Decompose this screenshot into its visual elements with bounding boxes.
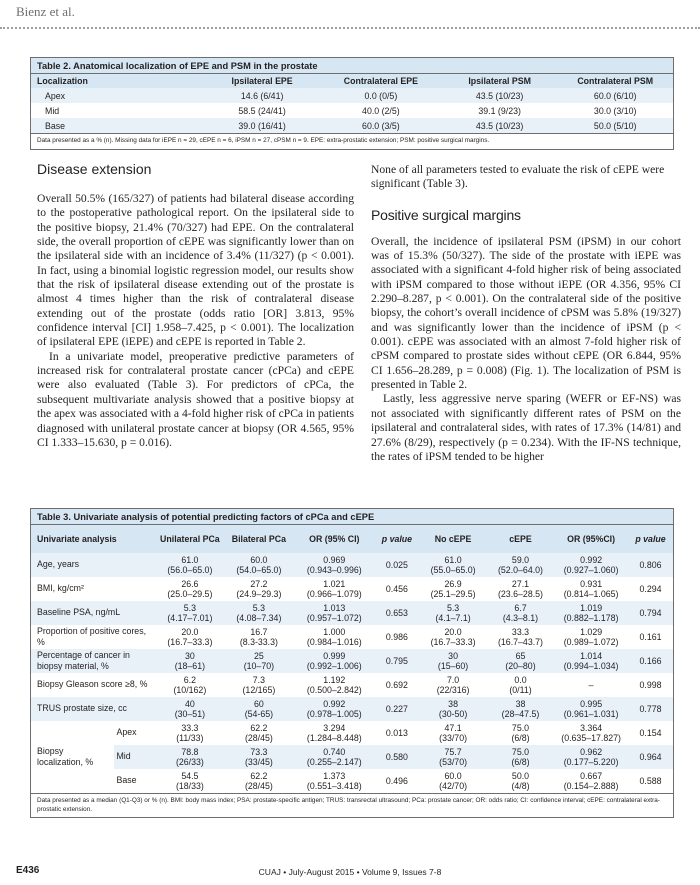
- cell-value: 27.1: [511, 578, 530, 589]
- table-cell: [294, 745, 374, 769]
- table-cell: [294, 601, 374, 625]
- cell-value: 60.0: [250, 554, 268, 565]
- table-2-grid: [31, 74, 673, 133]
- table-cell: [156, 697, 223, 721]
- table-cell: [156, 553, 223, 577]
- table-row: [31, 103, 673, 118]
- table-cell: 0.0 (0/5): [320, 88, 442, 103]
- cell-value: 1.192: [323, 674, 346, 685]
- cell-range: (0.989–1.072): [563, 637, 619, 647]
- cell-value: 0.992: [580, 554, 603, 565]
- cell-range: (12/165): [242, 685, 276, 695]
- table-3-header: Unilateral PCa: [156, 525, 223, 553]
- table-row: [31, 601, 673, 625]
- table-row: [31, 553, 673, 577]
- cell-range: (10/162): [173, 685, 207, 695]
- cell-value: 25: [253, 650, 264, 661]
- row-group-label: Biopsy localization, %: [31, 721, 114, 793]
- table-cell: [487, 553, 554, 577]
- table-2-header: Contralateral EPE: [320, 74, 442, 88]
- table-cell: [156, 673, 223, 697]
- cell-range: (10–70): [243, 661, 275, 671]
- cell-range: (18–61): [174, 661, 206, 671]
- cell-value: 5.3: [446, 602, 460, 613]
- table-cell: [419, 577, 486, 601]
- paragraph: Overall 50.5% (165/327) of patients had bilateral disease according to the postoperative pathological report. On the ipsilateral side to the positive biopsy, 21.4% (70/327) had EPE. On the contralateral side, the overall proportion of cEPE was significantly lower than on the ipsilateral side with an incidence of 3.4% (11/327) (p < 0.001). In fact, using a binomial logistic regression model, our results show that the risk of ipsilateral disease extending out of the prostate is almost 4 times higher than the risk of contralateral disease extending out of the prostate (odds ratio [OR] 3.813, 95% confidence interval [CI] 1.958–7.425, p < 0.001). The localization of ipsilateral EPE (iEPE) and cEPE is reported in Table 2.: [37, 192, 354, 349]
- table-cell: 0.013: [374, 721, 419, 745]
- table-cell: Apex: [31, 88, 204, 103]
- dotted-divider: [0, 27, 700, 29]
- table-3-title: Table 3. Univariate analysis of potential predicting factors of cPCa and cEPE: [31, 509, 673, 525]
- cell-value: 59.0: [511, 554, 530, 565]
- cell-value: 62.2: [250, 722, 268, 733]
- cell-range: (0.957–1.072): [306, 613, 362, 623]
- table-3-grid: [31, 525, 673, 793]
- table-cell: [294, 769, 374, 793]
- paragraph: In a univariate model, preoperative predictive parameters of increased risk for contralateral prostate cancer (cPCa) and cEPE were also evaluated (Table 3). For predictors of cPCa, the subsequent multivariate analysis showed that a positive biopsy at the apex was associated with a 4-fold higher risk of cPCa in patients diagnosed with unilateral prostate cancer at biopsy (OR 4.565, 95% CI 1.333–15.630, p = 0.016).: [37, 349, 354, 449]
- cell-range: (4.08–7.34): [236, 613, 282, 623]
- cell-value: 75.0: [511, 746, 530, 757]
- table-cell: [487, 577, 554, 601]
- cell-range: (4.1–7.1): [435, 613, 471, 623]
- cell-value: 0.962: [580, 746, 603, 757]
- table-cell: 30.0 (3/10): [557, 103, 673, 118]
- cell-range: (20–80): [505, 661, 536, 671]
- table-cell: 43.5 (10/23): [442, 118, 558, 133]
- table-row: [31, 118, 673, 133]
- table-cell: [554, 649, 628, 673]
- cell-value: 78.8: [181, 746, 199, 757]
- cell-value: 20.0: [444, 626, 462, 637]
- table-cell: [419, 601, 486, 625]
- cell-range: (0.927–1.060): [563, 565, 619, 575]
- table-cell: 0.806: [628, 553, 673, 577]
- cell-range: (0.994–1.034): [563, 661, 619, 671]
- table-3-header-row: [31, 525, 673, 553]
- table-cell: [224, 769, 295, 793]
- row-sublabel: Apex: [114, 721, 156, 745]
- cell-range: (0.961–1.031): [563, 709, 619, 719]
- table-3-header: No cEPE: [419, 525, 486, 553]
- cell-value: 73.3: [250, 746, 268, 757]
- table-cell: 0.025: [374, 553, 419, 577]
- table-row: [31, 649, 673, 673]
- table-cell: [487, 673, 554, 697]
- table-cell: [554, 769, 628, 793]
- row-label: Biopsy Gleason score ≥8, %: [31, 673, 156, 697]
- table-cell: Mid: [31, 103, 204, 118]
- cell-value: 27.2: [250, 578, 268, 589]
- table-cell: [554, 601, 628, 625]
- cell-value: 0.931: [580, 578, 603, 589]
- table-cell: [419, 721, 486, 745]
- table-cell: [294, 577, 374, 601]
- cell-range: (23.6–28.5): [497, 589, 543, 599]
- table-row: [31, 745, 673, 769]
- row-label: TRUS prostate size, cc: [31, 697, 156, 721]
- table-3-header: p value: [374, 525, 419, 553]
- table-cell: [487, 625, 554, 649]
- table-cell: 0.496: [374, 769, 419, 793]
- table-2-header-row: [31, 74, 673, 88]
- table-row: [31, 673, 673, 697]
- cell-range: (54-65): [244, 709, 274, 719]
- table-cell: [156, 745, 223, 769]
- left-text-column: [37, 192, 354, 450]
- table-cell: 0.227: [374, 697, 419, 721]
- table-cell: [487, 649, 554, 673]
- cell-value: 54.5: [181, 770, 199, 781]
- cell-value: 5.3: [252, 602, 265, 613]
- cell-range: (30–51): [174, 709, 206, 719]
- row-label: Age, years: [31, 553, 156, 577]
- cell-value: 1.019: [580, 602, 603, 613]
- table-cell: 60.0 (6/10): [557, 88, 673, 103]
- table-cell: [487, 745, 554, 769]
- cell-range: (16.7–33.3): [167, 637, 213, 647]
- table-cell: 0.986: [374, 625, 419, 649]
- table-3-header: Univariate analysis: [31, 525, 156, 553]
- table-cell: [419, 697, 486, 721]
- cell-value: 1.014: [580, 650, 603, 661]
- table-cell: 58.5 (24/41): [204, 103, 320, 118]
- cell-range: (0.984–1.016): [306, 637, 362, 647]
- cell-value: 62.2: [250, 770, 268, 781]
- cell-value: 38: [448, 698, 458, 709]
- cell-range: (33/45): [244, 757, 273, 767]
- cell-value: 20.0: [181, 626, 199, 637]
- table-cell: 0.166: [628, 649, 673, 673]
- cell-range: (22/316): [436, 685, 470, 695]
- table-2-header: Contralateral PSM: [557, 74, 673, 88]
- cell-range: (4.17–7.01): [167, 613, 213, 623]
- cell-range: (11/33): [176, 733, 204, 743]
- cell-value: 50.0: [511, 770, 530, 781]
- journal-footer: CUAJ • July-August 2015 • Volume 9, Issues 7-8: [258, 867, 442, 877]
- table-cell: [294, 649, 374, 673]
- paragraph: Overall, the incidence of ipsilateral PSM (iPSM) in our cohort was of 15.3% (50/327). The side of the prostate with iEPE was associated with a significant 4-fold higher risk of being associated with iPSM compared to those without iEPE (OR 4.356, 95% CI 2.290–8.287, p < 0.001). On the contralateral side of the positive biopsy, the cohort’s overall incidence of cPSM was 5.8% (19/327) and was significantly lower than the incidence of iPSM (p < 0.001). cEPE was associated with an almost 7-fold higher risk of cPSM compared to prostate sides without cEPE (OR 6.844, 95% CI 1.656–28.289, p = 0.008) (Fig. 1). The localization of PSM is presented in Table 2.: [371, 234, 681, 392]
- cell-range: (6/8): [511, 757, 530, 767]
- table-row: [31, 769, 673, 793]
- section-heading-disease-extension: Disease extension: [37, 161, 152, 177]
- cell-value: 38: [515, 698, 526, 709]
- cell-value: 0.0: [514, 674, 527, 685]
- cell-value: 30: [184, 650, 195, 661]
- table-2: [30, 57, 674, 150]
- right-text-column: [371, 163, 681, 464]
- cell-range: (26/33): [175, 757, 204, 767]
- cell-value: 6.7: [514, 602, 527, 613]
- row-label: Baseline PSA, ng/mL: [31, 601, 156, 625]
- table-row: [31, 697, 673, 721]
- cell-range: (0.943–0.996): [306, 565, 362, 575]
- cell-value: 7.0: [446, 674, 460, 685]
- table-cell: 0.692: [374, 673, 419, 697]
- cell-value: 75.0: [511, 722, 530, 733]
- cell-value: 0.995: [580, 698, 603, 709]
- table-cell: [554, 745, 628, 769]
- table-cell: [554, 553, 628, 577]
- cell-range: (15–60): [437, 661, 469, 671]
- table-2-header: Localization: [31, 74, 204, 88]
- cell-range: (8.3-33.3): [239, 637, 278, 647]
- cell-range: (52.0–64.0): [497, 565, 543, 575]
- row-label: Proportion of positive cores, %: [31, 625, 156, 649]
- table-cell: 0.161: [628, 625, 673, 649]
- table-row: [31, 721, 673, 745]
- table-cell: [156, 601, 223, 625]
- cell-range: (0.882–1.178): [563, 613, 619, 623]
- cell-range: (0.966–1.079): [306, 589, 362, 599]
- table-cell: 0.154: [628, 721, 673, 745]
- cell-value: 0.667: [580, 770, 603, 781]
- table-cell: Base: [31, 118, 204, 133]
- cell-value: 16.7: [250, 626, 268, 637]
- cell-range: (0.154–2.888): [563, 781, 619, 791]
- table-cell: [156, 721, 223, 745]
- cell-range: (53/70): [439, 757, 468, 767]
- cell-value: 1.000: [323, 626, 346, 637]
- table-cell: 14.6 (6/41): [204, 88, 320, 103]
- cell-range: (25.1–29.5): [430, 589, 476, 599]
- cell-value: 5.3: [183, 602, 196, 613]
- table-cell: [487, 697, 554, 721]
- table-3-footnote: Data presented as a median (Q1-Q3) or % (n). BMI: body mass index; PSA: prostate-specific antigen; TRUS: transrectal ultrasound; PCa: prostate cancer; OR: odds ratio; CI: confidence interval; cEPE: contralateral extra-prostatic extension.: [31, 793, 673, 817]
- table-cell: [224, 601, 295, 625]
- cell-value: 0.969: [323, 554, 346, 565]
- table-cell: [554, 697, 628, 721]
- cell-range: (0.992–1.006): [306, 661, 362, 671]
- cell-range: (28/45): [244, 781, 273, 791]
- table-cell: [419, 649, 486, 673]
- table-cell: [294, 721, 374, 745]
- cell-range: (0.177–5.220): [563, 757, 619, 767]
- cell-value: 0.740: [323, 746, 346, 757]
- row-label: Percentage of cancer in biopsy material, %: [31, 649, 156, 673]
- cell-value: 47.1: [444, 722, 462, 733]
- table-cell: [554, 625, 628, 649]
- table-cell: [224, 673, 295, 697]
- cell-range: (4/8): [511, 781, 530, 791]
- table-cell: 0.588: [628, 769, 673, 793]
- table-cell: 60.0 (3/5): [320, 118, 442, 133]
- table-cell: 0.794: [628, 601, 673, 625]
- cell-value: 40: [184, 698, 195, 709]
- table-cell: [419, 673, 486, 697]
- cell-range: (0.635–17.827): [561, 733, 621, 743]
- cell-value: 1.029: [580, 626, 603, 637]
- cell-value: 60: [253, 698, 264, 709]
- table-2-footnote: Data presented as a % (n). Missing data for iEPE n = 29, cEPE n = 6, iPSM n = 27, cPSM n = 9. EPE: extra-prostatic extension; PSM: positive surgical margins.: [31, 133, 673, 149]
- page-number: E436: [16, 865, 40, 876]
- cell-range: (0.255–2.147): [306, 757, 362, 767]
- cell-value: 65: [515, 650, 526, 661]
- cell-value: 3.294: [323, 722, 346, 733]
- table-cell: [554, 577, 628, 601]
- table-2-header: Ipsilateral PSM: [442, 74, 558, 88]
- table-3-header: Bilateral PCa: [224, 525, 295, 553]
- table-cell: [224, 553, 295, 577]
- cell-value: 3.364: [580, 722, 603, 733]
- table-cell: [224, 697, 295, 721]
- table-cell: [487, 769, 554, 793]
- cell-range: (33/70): [439, 733, 468, 743]
- table-cell: 50.0 (5/10): [557, 118, 673, 133]
- table-cell: 40.0 (2/5): [320, 103, 442, 118]
- row-sublabel: Base: [114, 769, 156, 793]
- cell-range: (55.0–65.0): [430, 565, 476, 575]
- cell-range: (24.9–29.3): [236, 589, 282, 599]
- table-cell: [224, 721, 295, 745]
- cell-range: (0.814–1.065): [563, 589, 619, 599]
- table-cell: [156, 577, 223, 601]
- cell-value: 61.0: [444, 554, 462, 565]
- cell-value: 7.3: [252, 674, 265, 685]
- table-cell: 39.1 (9/23): [442, 103, 558, 118]
- cell-value: 1.373: [323, 770, 346, 781]
- table-cell: [294, 697, 374, 721]
- running-head: Bienz et al.: [16, 4, 75, 19]
- cell-value: 61.0: [181, 554, 199, 565]
- cell-value: 26.9: [444, 578, 462, 589]
- table-row: [31, 577, 673, 601]
- cell-range: (16.7–43.7): [497, 637, 543, 647]
- paragraph: None of all parameters tested to evaluate the risk of cEPE were significant (Table 3).: [371, 163, 665, 191]
- cell-range: (28–47.5): [501, 709, 540, 719]
- cell-value: –: [588, 679, 594, 690]
- table-cell: [294, 673, 374, 697]
- table-cell: [224, 625, 295, 649]
- table-cell: [419, 769, 486, 793]
- table-cell: 0.580: [374, 745, 419, 769]
- cell-range: (0.978–1.005): [306, 709, 362, 719]
- table-cell: [554, 673, 628, 697]
- cell-range: (4.3–8.1): [502, 613, 539, 623]
- cell-value: 26.6: [181, 578, 199, 589]
- table-3-header: OR (95%CI): [554, 525, 628, 553]
- cell-range: (16.7–33.3): [430, 637, 476, 647]
- cell-range: (54.0–65.0): [236, 565, 282, 575]
- cell-value: 30: [448, 650, 458, 661]
- table-2-title: Table 2. Anatomical localization of EPE and PSM in the prostate: [31, 58, 673, 74]
- table-cell: [156, 625, 223, 649]
- paragraph: Lastly, less aggressive nerve sparing (WEFR or EF-NS) was not associated with significantly different rates of PSM on the ipsilateral and contralateral sides, with rates of 17.3% (14/81) and 27.6% (8/29), respectively (p = 0.234). With the IF-NS technique, the rates of iPSM tended to be higher: [371, 392, 681, 463]
- table-cell: 0.294: [628, 577, 673, 601]
- cell-value: 0.999: [323, 650, 346, 661]
- table-cell: [487, 721, 554, 745]
- cell-range: (1.284–8.448): [306, 733, 362, 743]
- cell-range: (42/70): [439, 781, 468, 791]
- table-cell: 0.653: [374, 601, 419, 625]
- cell-value: 1.013: [323, 602, 346, 613]
- table-cell: [294, 553, 374, 577]
- table-3-header: OR (95% CI): [294, 525, 374, 553]
- table-row: [31, 88, 673, 103]
- table-cell: 0.778: [628, 697, 673, 721]
- table-row: [31, 625, 673, 649]
- table-cell: 0.964: [628, 745, 673, 769]
- row-label: BMI, kg/cm²: [31, 577, 156, 601]
- cell-range: (18/33): [175, 781, 204, 791]
- table-cell: [224, 649, 295, 673]
- table-cell: [224, 745, 295, 769]
- table-cell: [554, 721, 628, 745]
- table-cell: [419, 745, 486, 769]
- table-cell: [419, 625, 486, 649]
- cell-value: 0.992: [323, 698, 346, 709]
- cell-range: (30-50): [438, 709, 468, 719]
- table-cell: [156, 769, 223, 793]
- table-cell: 0.998: [628, 673, 673, 697]
- table-cell: [419, 553, 486, 577]
- section-heading-positive-surgical-margins: Positive surgical margins: [371, 206, 521, 223]
- cell-range: (25.0–29.5): [167, 589, 213, 599]
- cell-value: 33.3: [511, 626, 530, 637]
- table-cell: 43.5 (10/23): [442, 88, 558, 103]
- cell-range: (0.551–3.418): [306, 781, 362, 791]
- cell-range: (6/8): [511, 733, 530, 743]
- table-cell: [224, 577, 295, 601]
- cell-value: 33.3: [181, 722, 199, 733]
- cell-range: (0.500–2.842): [306, 685, 362, 695]
- table-cell: [487, 601, 554, 625]
- table-cell: 0.456: [374, 577, 419, 601]
- table-3-header: cEPE: [487, 525, 554, 553]
- cell-range: (28/45): [244, 733, 273, 743]
- cell-range: (56.0–65.0): [167, 565, 213, 575]
- row-sublabel: Mid: [114, 745, 156, 769]
- cell-value: 6.2: [183, 674, 196, 685]
- cell-value: 75.7: [444, 746, 462, 757]
- table-cell: [294, 625, 374, 649]
- cell-range: (0/11): [509, 685, 532, 695]
- table-2-header: Ipsilateral EPE: [204, 74, 320, 88]
- cell-value: 1.021: [323, 578, 346, 589]
- table-cell: 0.795: [374, 649, 419, 673]
- table-cell: [156, 649, 223, 673]
- cell-value: 60.0: [444, 770, 462, 781]
- table-3-header: p value: [628, 525, 673, 553]
- table-cell: 39.0 (16/41): [204, 118, 320, 133]
- table-3: [30, 508, 674, 818]
